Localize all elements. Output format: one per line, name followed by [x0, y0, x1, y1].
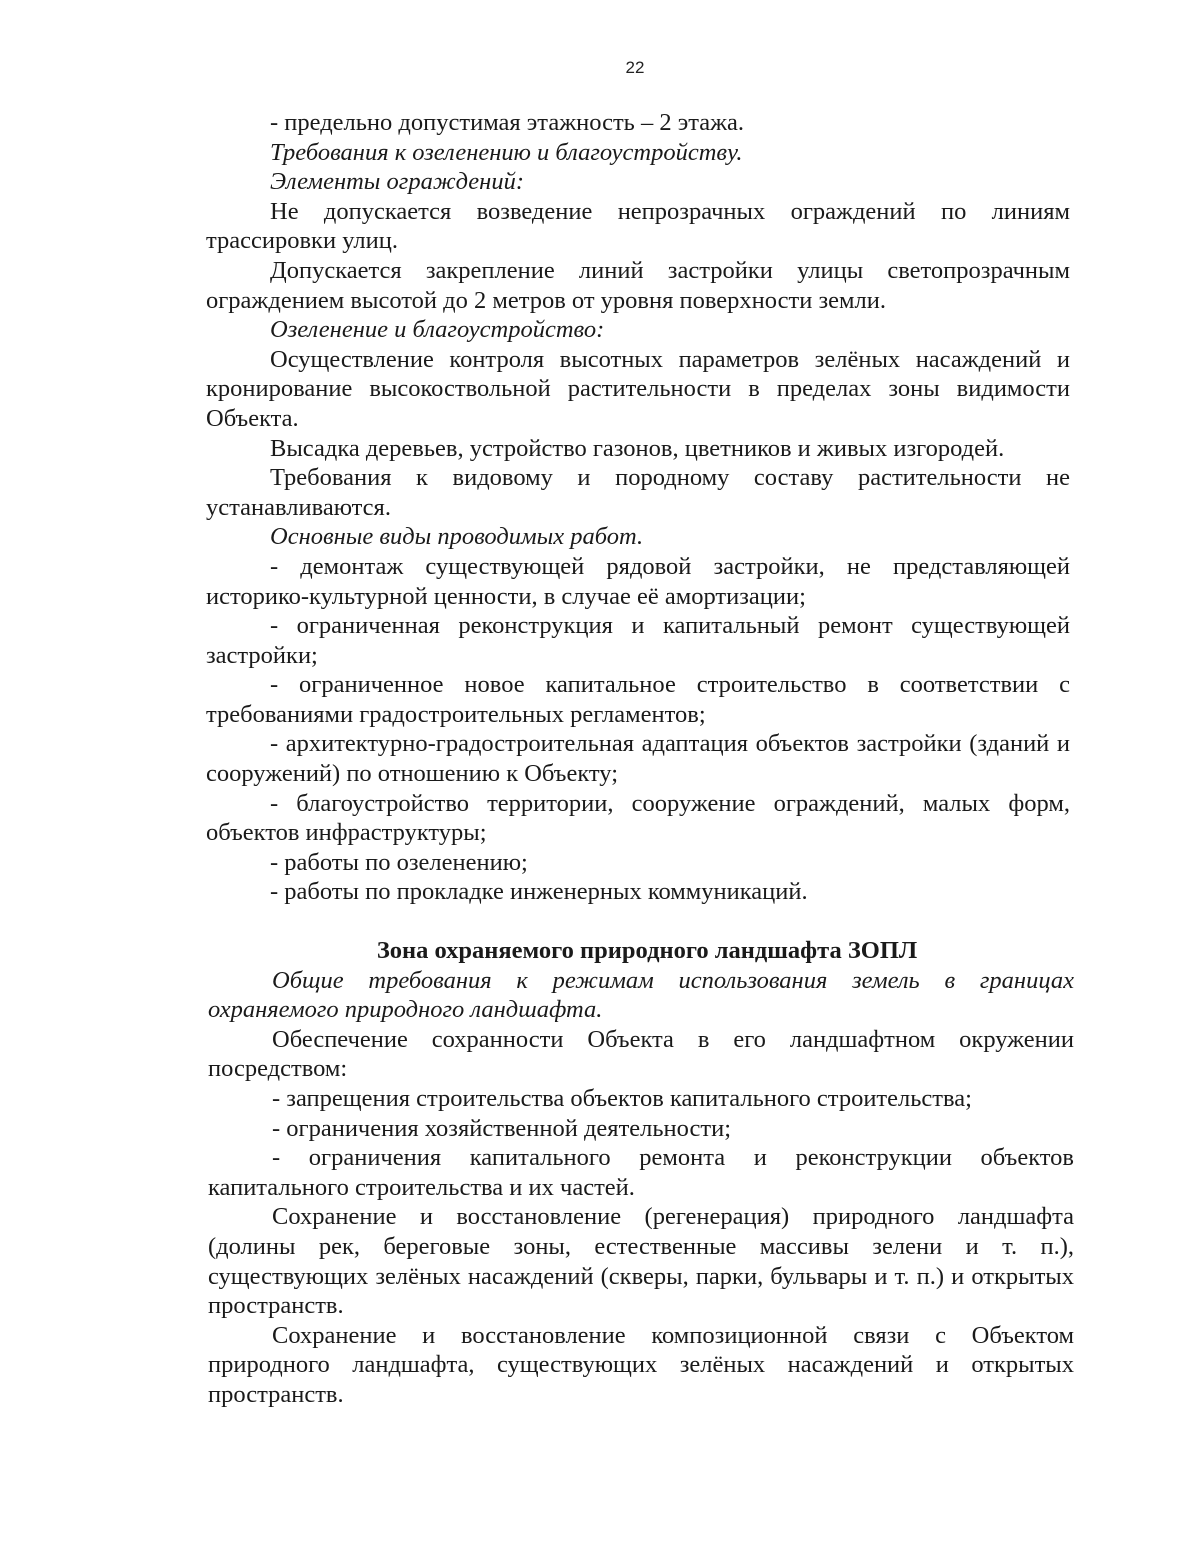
list-item: - ограничения хозяйственной деятельности; — [272, 1114, 732, 1142]
list-item: - запрещения строительства объектов капитального строительства; — [272, 1085, 972, 1112]
subheading-works: Основные виды проводимых работ. — [270, 523, 644, 551]
list-item: - благоустройство территории, сооружение ограждений, малых форм, объектов инфраструктуры; — [206, 789, 1070, 847]
subheading-landscaping: Озеленение и благоустройство: — [270, 316, 605, 344]
paragraph: Не допускается возведение непрозрачных ограждений по линиям трассировки улиц. — [206, 197, 1070, 255]
paragraph: Высадка деревьев, устройство газонов, цветников и живых изгородей. — [270, 434, 1005, 462]
list-item: - архитектурно-градостроительная адаптация объектов застройки (зданий и сооружений) по отношению к Объекту; — [206, 730, 1070, 788]
page-number: 22 — [625, 58, 645, 77]
paragraph: - предельно допустимая этажность – 2 этажа. — [270, 109, 745, 136]
list-item: - ограничения капитального ремонта и реконструкции объектов капитального строительства и их частей. — [208, 1144, 1074, 1201]
section-heading: Зона охраняемого природного ландшафта ЗОПЛ — [376, 937, 918, 965]
subheading-general-requirements: Общие требования к режимам использования земель в границах охраняемого природного ландшафта. — [208, 966, 1074, 1024]
paragraph: Требования к видовому и породному составу растительности не устанавливаются. — [206, 464, 1070, 521]
document-body — [206, 108, 1074, 1410]
list-item: - ограниченное новое капитальное строительство в соответствии с требованиями градостроительных регламентов; — [206, 671, 1070, 728]
list-item: - работы по озеленению; — [270, 848, 528, 876]
list-item: - демонтаж существующей рядовой застройки, не представляющей историко-культурной ценности, в случае её амортизации; — [206, 552, 1070, 610]
section-building-requirements — [206, 108, 1070, 907]
subheading-greening: Требования к озеленению и благоустройству. — [270, 138, 743, 166]
paragraph: Сохранение и восстановление (регенерация) природного ландшафта (долины рек, береговые зоны, естественные массивы зелени и т. п.), существующих зелёных насаждений (скверы, парки, бульвары и т. п.) и открытых пространств. — [208, 1203, 1074, 1320]
section-landscape-zone — [208, 966, 1074, 1410]
subheading-fences: Элементы ограждений: — [270, 168, 524, 196]
paragraph: Сохранение и восстановление композиционной связи с Объектом природного ландшафта, существующих зелёных насаждений и открытых пространств. — [208, 1321, 1074, 1408]
list-item: - ограниченная реконструкция и капитальный ремонт существующей застройки; — [206, 612, 1070, 669]
paragraph: Осуществление контроля высотных параметров зелёных насаждений и кронирование высокоствольной растительности в пределах зоны видимости Объекта. — [206, 345, 1070, 432]
paragraph: Обеспечение сохранности Объекта в его ландшафтном окружении посредством: — [208, 1025, 1074, 1083]
paragraph: Допускается закрепление линий застройки улицы светопрозрачным ограждением высотой до 2 метров от уровня поверхности земли. — [206, 256, 1070, 314]
list-item: - работы по прокладке инженерных коммуникаций. — [270, 878, 808, 906]
